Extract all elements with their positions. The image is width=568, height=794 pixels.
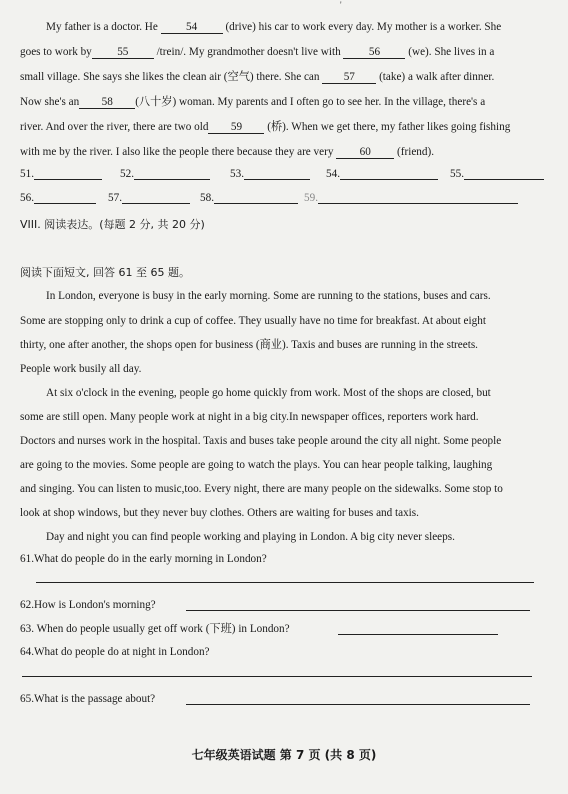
blank-56[interactable]: 56	[343, 46, 405, 59]
blank-58[interactable]: 58	[79, 96, 135, 109]
answer-53-line[interactable]	[244, 168, 310, 180]
question-63: 63. When do people usually get off work (下班) in London?	[20, 623, 290, 635]
passage-p2-line-5: and singing. You can listen to music,too. Every night, there are many people on the sidewalks. Some stop to	[20, 483, 503, 495]
cloze-line-3: small village. She says she likes the clean air (空气) there. She can 57 (take) a walk after dinner.	[20, 71, 495, 83]
answer-58: 58.	[200, 192, 298, 204]
cloze-line-1: My father is a doctor. He 54 (drive) his car to work every day. My mother is a worker. She	[46, 21, 502, 33]
cloze-line-2: goes to work by 55 /trein/. My grandmother doesn't live with 56 (we). She lives in a	[20, 46, 495, 58]
answer-55-line[interactable]	[464, 168, 544, 180]
blank-57[interactable]: 57	[322, 71, 376, 84]
answer-row-2	[20, 192, 550, 206]
passage-p1-line-1: In London, everyone is busy in the early morning. Some are running to the stations, buses and cars.	[46, 290, 491, 302]
answer-51-line[interactable]	[34, 168, 102, 180]
passage-p1-line-4: People work busily all day.	[20, 363, 142, 375]
question-65: 65.What is the passage about?	[20, 693, 156, 705]
cloze-line-5: river. And over the river, there are two old 59 (桥). When we get there, my father likes going fishing	[20, 121, 511, 133]
answer-row-1	[20, 168, 550, 182]
answer-56-line[interactable]	[34, 192, 96, 204]
question-64: 64.What do people do at night in London?	[20, 646, 210, 658]
passage-p1-line-2: Some are stopping only to drink a cup of coffee. They usually have no time for breakfast. At about eight	[20, 315, 486, 327]
passage-p2-line-3: Doctors and nurses work in the hospital. Taxis and buses take people around the city all night. Some people	[20, 435, 502, 447]
answer-59: 59.	[304, 192, 518, 204]
stray-mark: '	[340, 0, 342, 10]
section-8-title: VIII. 阅读表达。(每题 2 分, 共 20 分)	[20, 218, 205, 231]
answer-59-line[interactable]	[318, 192, 518, 204]
cloze-line-4: Now she's an 58 (八十岁) woman. My parents and I often go to see her. In the village, there's a	[20, 96, 486, 108]
passage-p2-line-4: are going to the movies. Some people are going to watch the plays. You can hear people talking, laughing	[20, 459, 493, 471]
section-8-instruction: 阅读下面短文, 回答 61 至 65 题。	[20, 266, 190, 279]
blank-59[interactable]: 59	[208, 121, 264, 134]
answer-line-61[interactable]	[36, 582, 534, 583]
passage-p1-line-3: thirty, one after another, the shops open for business (商业). Taxis and buses are running in the streets.	[20, 339, 478, 351]
answer-56: 56.	[20, 192, 96, 204]
page-footer: 七年级英语试题 第 7 页 (共 8 页)	[191, 748, 377, 762]
answer-line-62[interactable]	[186, 610, 530, 611]
answer-54: 54.	[326, 168, 438, 180]
passage-p2-line-1: At six o'clock in the evening, people go home quickly from work. Most of the shops are closed, but	[46, 387, 491, 399]
answer-57: 57.	[108, 192, 190, 204]
blank-54[interactable]: 54	[161, 21, 223, 34]
passage-p2-line-2: some are still open. Many people work at night in a big city.In newspaper offices, reporters work hard.	[20, 411, 479, 423]
answer-line-64[interactable]	[22, 676, 532, 677]
answer-53: 53.	[230, 168, 310, 180]
answer-54-line[interactable]	[340, 168, 438, 180]
answer-line-63[interactable]	[338, 634, 498, 635]
question-62: 62.How is London's morning?	[20, 599, 156, 611]
answer-line-65[interactable]	[186, 704, 530, 705]
passage-p2-line-6: look at shop windows, but they never buy clothes. Others are waiting for buses and taxis.	[20, 507, 419, 519]
cloze-line-6: with me by the river. I also like the people there because they are very 60 (friend).	[20, 146, 434, 158]
answer-57-line[interactable]	[122, 192, 190, 204]
blank-60[interactable]: 60	[336, 146, 394, 159]
passage-p3-line-1: Day and night you can find people working and playing in London. A big city never sleeps.	[46, 531, 455, 543]
question-61: 61.What do people do in the early morning in London?	[20, 553, 267, 565]
answer-52-line[interactable]	[134, 168, 210, 180]
answer-52: 52.	[120, 168, 210, 180]
blank-55[interactable]: 55	[92, 46, 154, 59]
answer-55: 55.	[450, 168, 544, 180]
answer-51: 51.	[20, 168, 102, 180]
answer-58-line[interactable]	[214, 192, 298, 204]
